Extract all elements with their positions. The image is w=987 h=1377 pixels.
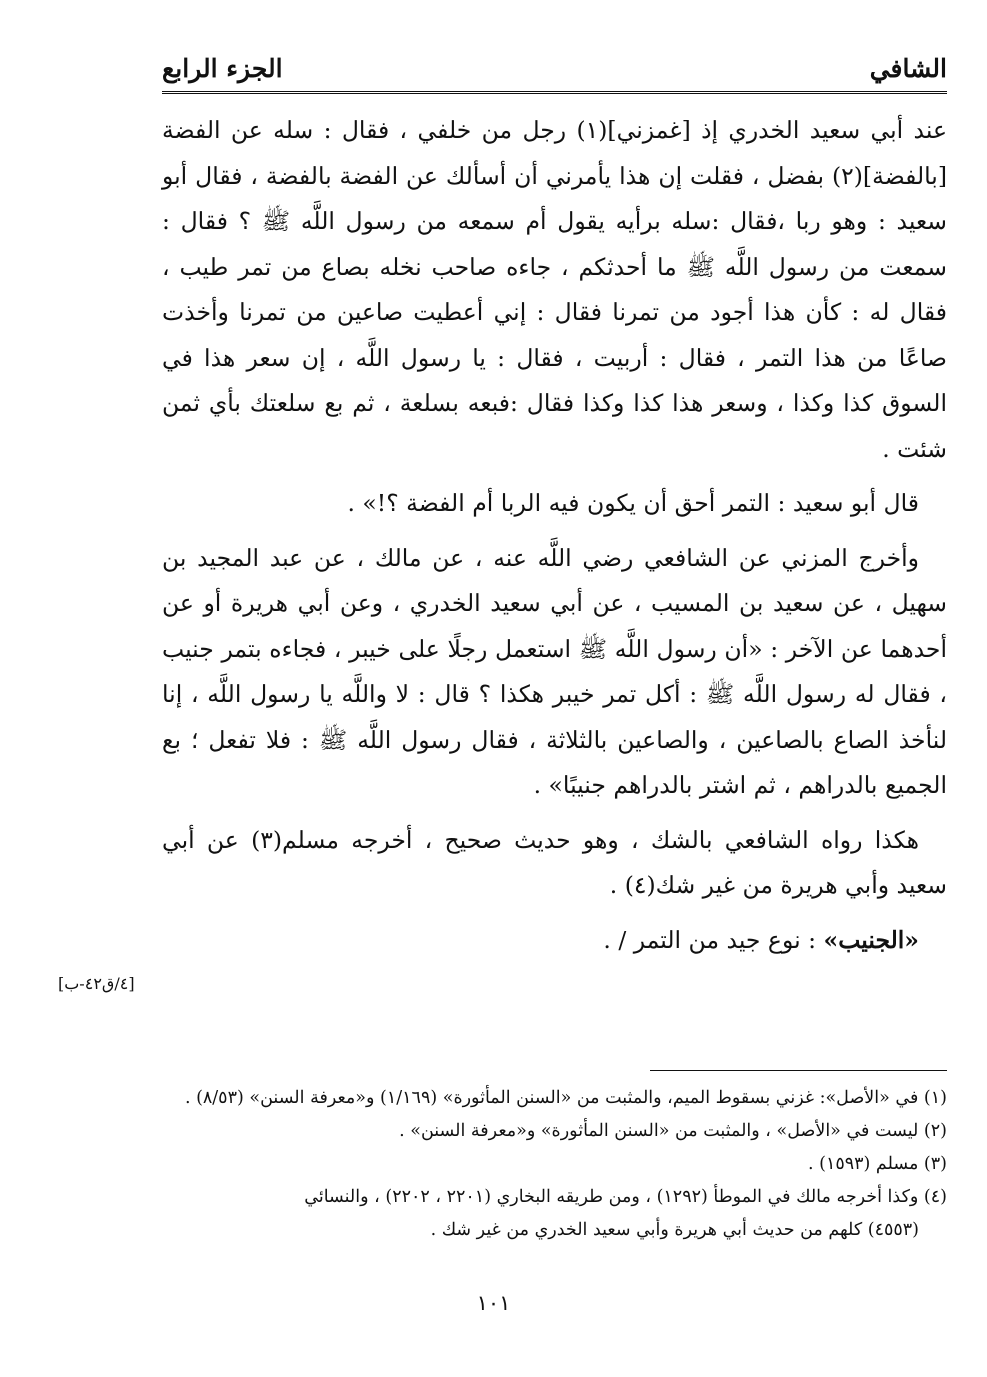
footnote-4: (٤) وكذا أخرجه مالك في الموطأ (١٢٩٢) ، ومن طريقه البخاري (٢٢٠١ ، ٢٢٠٢) ، والنسائي <box>304 1187 947 1207</box>
book-title: الشافي <box>869 54 947 83</box>
paragraph-muzani: وأخرج المزني عن الشافعي رضي اللَّه عنه ، عن مالك ، عن عبد المجيد بن سهيل ، عن سعيد بن المسيب ، عن أبي سعيد الخدري ، وعن أبي هريرة أو عن أحدهما عن الآخر : «أن رسول اللَّه ﷺ استعمل رجلًا على خيبر ، فجاءه بتمر جنيب ، فقال له رسول اللَّه ﷺ : أكل تمر خيبر هكذا ؟ قال : لا واللَّه يا رسول اللَّه ، إنا لنأخذ الصاع بالصاعين ، والصاعين بالثلاثة ، فقال رسول اللَّه ﷺ : فلا تفعل ؛ بع الجميع بالدراهم ، ثم اشتر بالدراهم جنيبًا» . <box>162 543 947 799</box>
header-rule <box>162 91 947 94</box>
gloss-line <box>162 918 947 964</box>
footnote-2: (٢) ليست في «الأصل» ، والمثبت من «السنن المأثورة» و«معرفة السنن» . <box>399 1121 947 1141</box>
footnote-separator <box>650 1070 947 1071</box>
paragraph-shafii-doubt: هكذا رواه الشافعي بالشك ، وهو حديث صحيح ، أخرجه مسلم(٣) عن أبي سعيد وأبي هريرة من غير شك(٤) . <box>162 825 947 899</box>
footnote-1: (١) في «الأصل»: غزني بسقوط الميم، والمثبت من «السنن المأثورة» (١/١٦٩) و«معرفة السنن» (٨/٥٣) . <box>184 1088 947 1108</box>
paragraph-hadith-continuation: عند أبي سعيد الخدري إذ [غمزني](١) رجل من خلفي ، فقال : سله عن الفضة [بالفضة](٢) بفضل ، فقلت إن هذا يأمرني أن أسألك عن الفضة بالفضة ، فقال أبو سعيد : وهو ربا ،فقال :سله برأيه يقول أم سمعه من رسول اللَّه ﷺ ؟ فقال : سمعت من رسول اللَّه ﷺ ما أحدثكم ، جاءه صاحب نخله بصاع من تمر طيب ، فقال له : كأن هذا أجود من تمرنا فقال : إني أعطيت صاعين من تمرنا وأخذت صاعًا من هذا التمر ، فقال : أربيت ، فقال : يا رسول اللَّه ، إن سعر هذا في السوق كذا وكذا ، وسعر هذا كذا وكذا فقال :فبعه بسلعة ، ثم بع سلعتك بأي ثمن شئت . <box>162 116 947 463</box>
paragraph-abu-said: قال أبو سعيد : التمر أحق أن يكون فيه الربا أم الفضة ؟!» . <box>347 489 919 517</box>
manuscript-folio-reference: [٤/ق٤٢-ب] <box>58 974 135 993</box>
page-number: ١٠١ <box>476 1291 511 1315</box>
footnote-4-continuation: (٤٥٥٣) كلهم من حديث أبي هريرة وأبي سعيد الخدري من غير شك . <box>430 1220 919 1240</box>
part-title: الجزء الرابع <box>162 54 283 83</box>
gloss-term: «الجنيب» <box>823 925 919 954</box>
running-header <box>162 48 947 94</box>
gloss-definition: : نوع جيد من التمر / . <box>603 925 817 954</box>
footnotes <box>162 1082 947 1247</box>
main-text <box>162 108 947 963</box>
footnote-3: (٣) مسلم (١٥٩٣) . <box>807 1154 947 1174</box>
